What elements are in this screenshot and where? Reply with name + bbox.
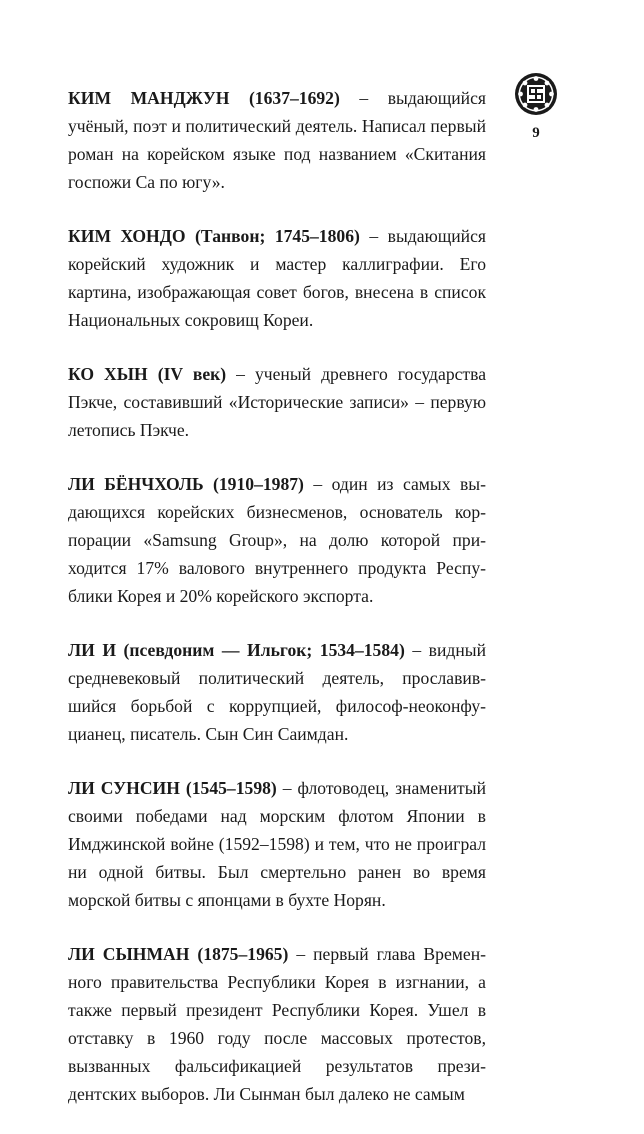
entry-text: – первый глава Временного правительства Республики Корея в изгнании, а также первый президент Республики Корея. Ушел в отставку в 1960 году после массовых протестов, вызванных фальсификацией результатов президентских выборов. Ли Сынман был далеко не самым xyxy=(68,944,486,1104)
entry-text: – один из самых выдающихся корейских бизнесменов, основатель корпорации «Samsung Group», на долю которой приходится 17% валового внутреннего продукта Республики Корея и 20% корейского экспорта. xyxy=(68,474,486,606)
entry-li-sunsin xyxy=(68,774,486,914)
entry-name: КИМ ХОНДО (Танвон; 1745–1806) xyxy=(68,226,360,246)
entry-li-synman xyxy=(68,940,486,1108)
page-number: 9 xyxy=(532,125,540,141)
entry-name: ЛИ СУНСИН (1545–1598) xyxy=(68,778,277,798)
entry-text: – выдающийся корейский художник и мастер каллиграфии. Его картина, изображающая совет богов, внесена в список Национальных сокровищ Кореи. xyxy=(68,226,486,330)
entry-kim-hondo xyxy=(68,222,486,334)
entry-text: – флотоводец, знаменитый своими победами над морским флотом Японии в Имджинской войне (1592–1598) и тем, что не проиграл ни одной битвы. Был смертельно ранен во время морской битвы с японцами в бухте Норян. xyxy=(68,778,486,910)
entry-name: КИМ МАНДЖУН (1637–1692) xyxy=(68,88,340,108)
page-body xyxy=(68,84,486,1134)
entry-text: – видный средневековый политический деятель, прославившийся борьбой с коррупцией, философ-неоконфуцианец, писатель. Сын Син Саимдан. xyxy=(68,640,486,744)
entry-text: – выдающийся учёный, поэт и политический деятель. Написал первый роман на корейском языке под названием «Скитания госпожи Са по югу». xyxy=(68,88,486,192)
entry-name: КО ХЫН (IV век) xyxy=(68,364,227,384)
entry-name: ЛИ БЁНЧХОЛЬ (1910–1987) xyxy=(68,474,304,494)
entry-li-i xyxy=(68,636,486,748)
entry-li-byonchhol xyxy=(68,470,486,610)
entry-ko-hyn xyxy=(68,360,486,444)
entry-name: ЛИ СЫНМАН (1875–1965) xyxy=(68,944,289,964)
entry-text: – ученый древнего государства Пэкче, составивший «Исторические записи» – первую летопись Пэкче. xyxy=(68,364,487,440)
entry-name: ЛИ И (псевдоним — Ильгок; 1534–1584) xyxy=(68,640,405,660)
korean-ornament-icon xyxy=(514,72,558,116)
entry-kim-mandzhun xyxy=(68,84,486,196)
